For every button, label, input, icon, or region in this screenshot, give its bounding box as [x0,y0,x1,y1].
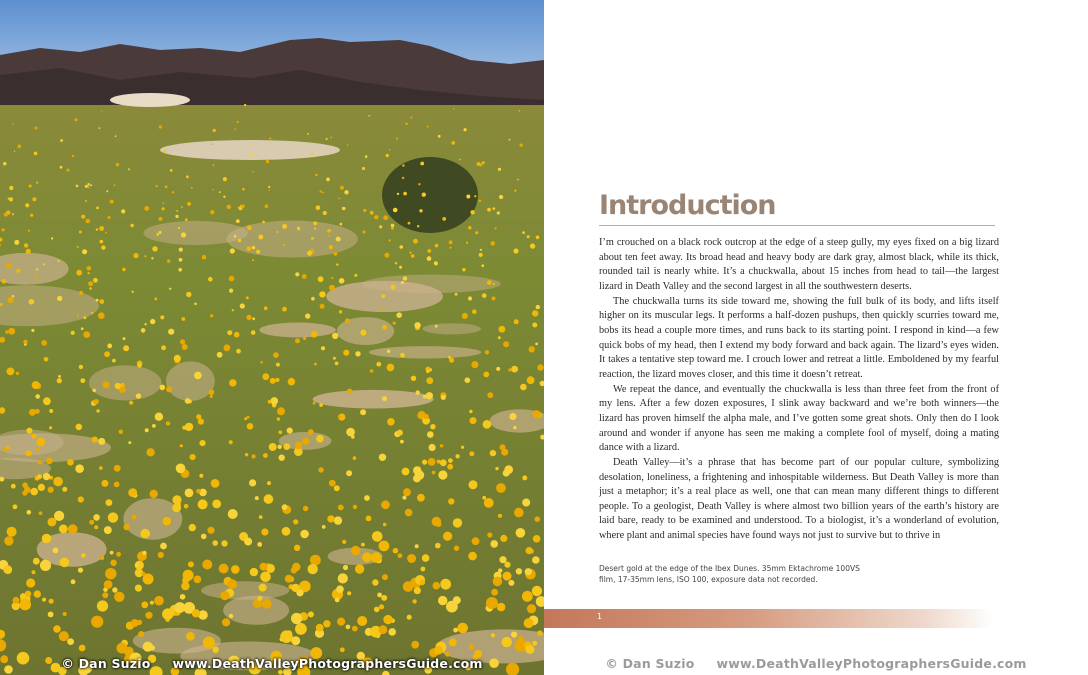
creosote-bush [382,157,478,233]
photo-credit-text: © Dan Suzio [61,656,151,671]
sand-dune-distant [110,93,190,107]
title-divider [599,225,995,226]
book-page [544,0,1088,675]
paragraph: The chuckwalla turns its side toward me, showing the full bulk of its body, and lifts itself higher on its muscular legs. It performs a half-dozen pushups, then quickly scurries toward me, bobs its head a couple more times, and runs back to its starting point. I respond in kind—a few quick bobs of my head, then I extend my body forward and back again. The lizard’s eyes widen. It takes a tentative step toward me. I crouch lower and retreat a little. Emboldened by my fearful reaction, the lizard moves closer, and this time it doesn’t retreat. [599,295,999,380]
page-footer-band [544,609,994,628]
paragraph: I’m crouched on a black rock outcrop at the edge of a steep gully, my eyes fixed on a big lizard about ten feet away. Its broad head and heavy body are dark gray, almost black, while its thick, rounded tail is nearly white. It’s a chuckwalla, about 15 inches from head to tail—the largest lizard in Death Valley and the second largest in all the southwestern deserts. [599,237,999,292]
caption-line: Desert gold at the edge of the Ibex Dunes. 35mm Ektachrome 100VS [599,564,860,573]
page-credit-text: © Dan Suzio [605,656,695,671]
body-text [599,236,999,546]
photo-watermark [0,656,544,671]
page-number: 1 [597,612,603,621]
caption-line: film, 17-35mm lens, ISO 100, exposure data not recorded. [599,575,818,584]
page-website-text: www.DeathValleyPhotographersGuide.com [716,656,1027,671]
photo-website-text: www.DeathValleyPhotographersGuide.com [172,656,483,671]
paragraph: We repeat the dance, and eventually the chuckwalla is less than three feet from the front of my lens. After a few dozen exposures, I slink away backward and we’re both winners—the lizard has proven himself the alpha male, and I’ve gotten some great shots. Only then do I look around and wonder if anyone has seen me making a complete fool of myself, doing a mating dance with a lizard. [599,383,999,454]
paragraph: Death Valley—it’s a phrase that has become part of our popular culture, symbolizing desolation, loneliness, a frightening and inhospitable wilderness. But Death Valley is more than just a metaphor; it’s a real place as well, one that can mean many different things to different people. To a geologist, Death Valley is where almost two billion years of the earth’s history are laid bare, ready to be examined and understood. To a biologist, it’s a wonderland of evolution, where plant and animal species have found ways not just to survive but to thrive in [599,456,999,542]
page-watermark [544,656,1088,671]
photo-caption [599,563,899,585]
sand-dune [160,140,340,160]
page-title: Introduction [599,190,776,221]
